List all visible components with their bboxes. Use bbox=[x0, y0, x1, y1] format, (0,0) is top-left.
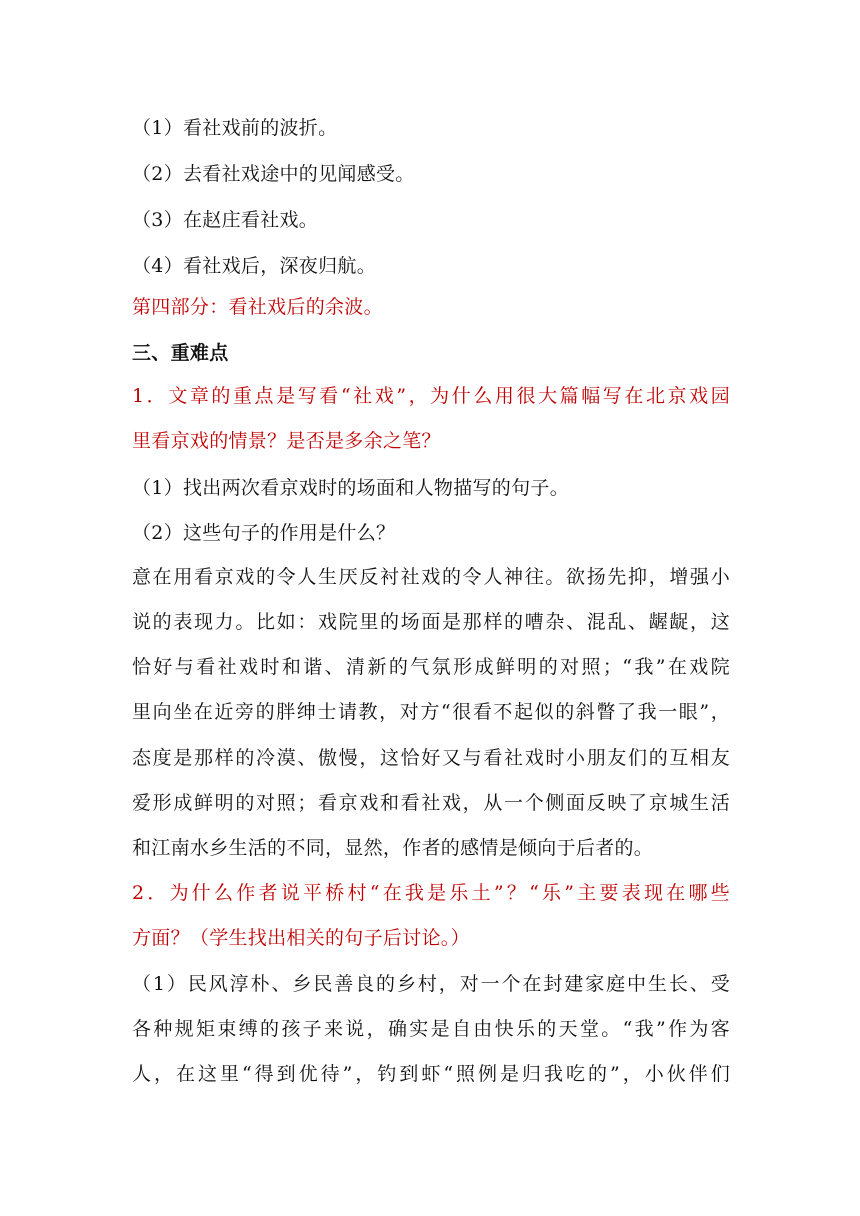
answer-line-7: 和江南水乡生活的不同，显然，作者的感情是倾向于后者的。 bbox=[132, 837, 654, 859]
question-2-line-1: 2．为什么作者说平桥村“在我是乐土”？“乐”主要表现在哪些 bbox=[132, 882, 730, 904]
outline-item-2: （2）去看社戏途中的见闻感受。 bbox=[132, 163, 415, 185]
answer-line-6: 爱形成鲜明的对照；看京戏和看社戏，从一个侧面反映了京城生活 bbox=[132, 792, 730, 814]
answer-2-line-2: 各种规矩束缚的孩子来说，确实是自由快乐的天堂。“我”作为客 bbox=[132, 1018, 730, 1040]
question-1-line-2: 里看京戏的情景？是否是多余之笔？ bbox=[132, 430, 441, 452]
sub-question-1: （1）找出两次看京戏时的场面和人物描写的句子。 bbox=[132, 477, 569, 499]
outline-item-3: （3）在赵庄看社戏。 bbox=[132, 209, 319, 231]
answer-line-3: 恰好与看社戏时和谐、清新的气氛形成鲜明的对照；“我”在戏院 bbox=[132, 656, 730, 678]
answer-line-1: 意在用看京戏的令人生厌反衬社戏的令人神往。欲扬先抑，增强小 bbox=[132, 566, 730, 588]
answer-line-5: 态度是那样的冷漠、傲慢，这恰好又与看社戏时小朋友们的互相友 bbox=[132, 747, 730, 769]
answer-2-line-3: 人，在这里“得到优待”，钓到虾“照例是归我吃的”，小伙伴们 bbox=[132, 1063, 730, 1085]
part-four-heading: 第四部分：看社戏后的余波。 bbox=[132, 296, 383, 318]
outline-item-1: （1）看社戏前的波折。 bbox=[132, 117, 338, 139]
question-1-line-1: 1．文章的重点是写看“社戏”，为什么用很大篇幅写在北京戏园 bbox=[132, 385, 730, 407]
outline-item-4: （4）看社戏后，深夜归航。 bbox=[132, 255, 376, 277]
section-heading: 三、重难点 bbox=[132, 342, 229, 364]
sub-question-2: （2）这些句子的作用是什么？ bbox=[132, 522, 396, 544]
answer-line-2: 说的表现力。比如：戏院里的场面是那样的嘈杂、混乱、龌龊，这 bbox=[132, 611, 730, 633]
question-2-line-2: 方面？（学生找出相关的句子后讨论。） bbox=[132, 927, 470, 949]
answer-line-4: 里向坐在近旁的胖绅士请教，对方“很看不起似的斜瞥了我一眼”， bbox=[132, 701, 730, 723]
answer-2-line-1: （1）民风淳朴、乡民善良的乡村，对一个在封建家庭中生长、受 bbox=[132, 973, 730, 995]
